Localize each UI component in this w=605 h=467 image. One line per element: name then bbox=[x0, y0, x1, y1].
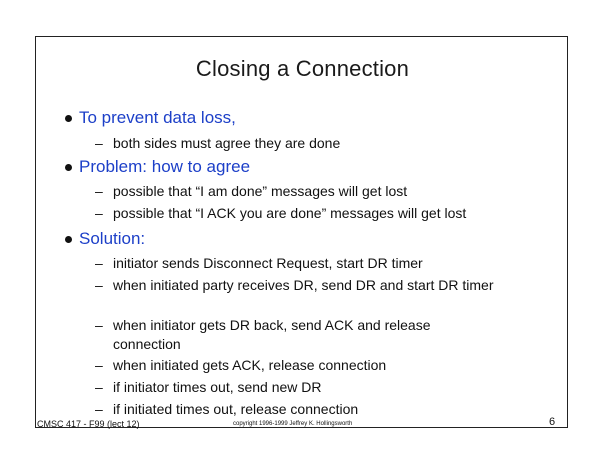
sub-item bbox=[95, 182, 503, 201]
footer-copyright: copyright 1996-1999 Jeffrey K. Hollingsworth bbox=[233, 421, 353, 427]
bullet-dot-icon bbox=[65, 236, 72, 243]
bullet-solution bbox=[79, 229, 145, 249]
sub-item-text: possible that “I am done” messages will get lost bbox=[113, 183, 408, 199]
bullet-dot-icon bbox=[65, 115, 72, 122]
footer-course: CMSC 417 - F99 (lect 12) bbox=[37, 419, 140, 429]
sub-item bbox=[95, 204, 503, 223]
sub-item bbox=[95, 316, 483, 354]
sub-item bbox=[95, 254, 503, 273]
sub-item-text: possible that “I ACK you are done” messages will get lost bbox=[113, 205, 467, 221]
page-number: 6 bbox=[549, 416, 556, 428]
sub-item bbox=[95, 356, 503, 375]
sub-item-text: if initiated times out, release connection bbox=[113, 401, 359, 417]
dash-icon: – bbox=[95, 379, 103, 395]
sub-item bbox=[95, 134, 503, 153]
bullet-label: Problem: how to agree bbox=[79, 157, 251, 176]
dash-icon: – bbox=[95, 277, 103, 293]
sub-item-text: initiator sends Disconnect Request, start DR timer bbox=[113, 255, 423, 271]
dash-icon: – bbox=[95, 135, 103, 151]
sub-item bbox=[95, 276, 498, 295]
bullet-label: To prevent data loss, bbox=[79, 108, 236, 127]
bullet-dot-icon bbox=[65, 164, 72, 171]
sub-item-text: when initiated party receives DR, send DR and start DR timer bbox=[113, 277, 494, 293]
sub-item-text: when initiated gets ACK, release connection bbox=[113, 357, 387, 373]
bullet-problem bbox=[79, 157, 250, 177]
sub-item bbox=[95, 400, 503, 419]
sub-item-text: if initiator times out, send new DR bbox=[113, 379, 322, 395]
slide-title: Closing a Connection bbox=[195, 56, 410, 81]
dash-icon: – bbox=[95, 401, 103, 417]
sub-item-text: both sides must agree they are done bbox=[113, 135, 341, 151]
dash-icon: – bbox=[95, 205, 103, 221]
dash-icon: – bbox=[95, 183, 103, 199]
sub-item-text: when initiator gets DR back, send ACK and release connection bbox=[113, 317, 431, 352]
dash-icon: – bbox=[95, 317, 103, 333]
bullet-label: Solution: bbox=[79, 229, 146, 248]
sub-item bbox=[95, 378, 503, 397]
dash-icon: – bbox=[95, 357, 103, 373]
bullet-prevent-data-loss bbox=[79, 108, 236, 128]
dash-icon: – bbox=[95, 255, 103, 271]
